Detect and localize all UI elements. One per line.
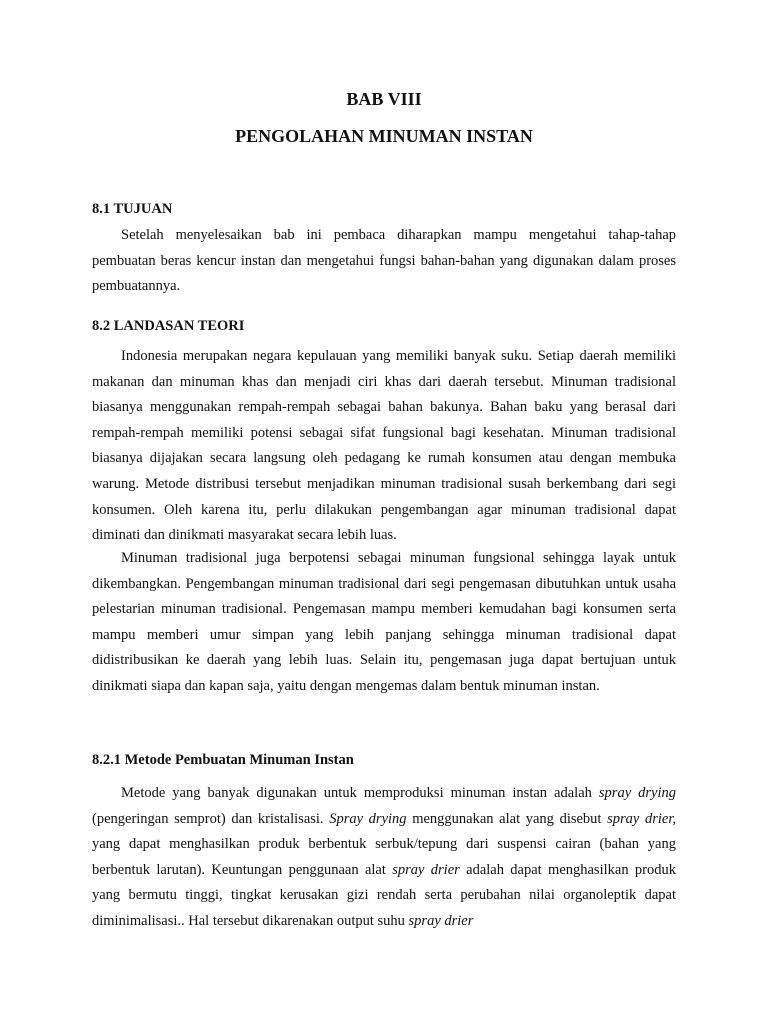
section-heading-metode: 8.2.1 Metode Pembuatan Minuman Instan — [92, 752, 354, 768]
paragraph-metode — [92, 781, 676, 935]
paragraph-landasan-2: Minuman tradisional juga berpotensi sebagai minuman fungsional sehingga layak untuk dikembangkan. Pengembangan minuman tradisional dari segi pengemasan dibutuhkan untuk usaha pelestarian minuman tradisional. Pengemasan mampu memberi kemudahan bagi konsumen serta mampu memberi umur simpan yang lebih panjang sehingga minuman tradisional dapat didistribusikan ke daerah yang lebih luas. Selain itu, pengemasan juga dapat bertujuan untuk dinikmati siapa dan kapan saja, yaitu dengan mengemas dalam bentuk minuman instan. — [92, 550, 676, 694]
paragraph-tujuan: Setelah menyelesaikan bab ini pembaca diharapkan mampu mengetahui tahap-tahap pembuatan beras kencur instan dan mengetahui fungsi bahan-bahan yang digunakan dalam proses pembuatannya. — [92, 227, 676, 295]
text-segment: Metode yang banyak digunakan untuk memproduksi minuman instan adalah — [121, 785, 599, 801]
italic-term: spray drier — [408, 912, 474, 929]
paragraph-landasan-1: Indonesia merupakan negara kepulauan yang memiliki banyak suku. Setiap daerah memiliki makanan dan minuman khas dan menjadi ciri khas dari daerah tersebut. Minuman tradisional biasanya menggunakan rempah-rempah sebagai bahan bakunya. Bahan baku yang berasal dari rempah-rempah memiliki potensi sebagai sifat fungsional bagi kesehatan. Minuman tradisional biasanya dijajakan secara langsung oleh pedagang ke rumah konsumen atau dengan membuka warung. Metode distribusi tersebut menjadikan minuman tradisional susah berkembang dari segi konsumen. Oleh karena itu, perlu dilakukan pengembangan agar minuman tradisional dapat diminati dan dinikmati masyarakat secara lebih luas. — [92, 348, 676, 544]
chapter-number: BAB VIII — [346, 89, 422, 109]
text-segment: menggunakan alat yang disebut — [406, 810, 608, 827]
text-segment: adalah dapat menghasilkan produk yang bermutu tinggi, tingkat kerusakan gizi rendah serta perubahan nilai organoleptik dapat diminimalisasi.. Hal tersebut dikarenakan output suhu — [92, 861, 676, 929]
chapter-title: PENGOLAHAN MINUMAN INSTAN — [235, 126, 533, 146]
section-heading-landasan-teori: 8.2 LANDASAN TEORI — [92, 318, 245, 334]
italic-term: spray drier, — [607, 810, 676, 827]
italic-term: spray drier — [392, 861, 460, 878]
italic-term: spray drying — [598, 785, 676, 801]
section-heading-tujuan: 8.1 TUJUAN — [92, 201, 173, 217]
text-segment: yang dapat menghasilkan produk berbentuk serbuk/tepung dari suspensi cairan (bahan yang berbentuk larutan). Keuntungan penggunaan alat — [92, 836, 676, 878]
text-segment: (pengeringan semprot) dan kristalisasi. — [92, 810, 330, 827]
italic-term: Spray drying — [329, 810, 407, 827]
